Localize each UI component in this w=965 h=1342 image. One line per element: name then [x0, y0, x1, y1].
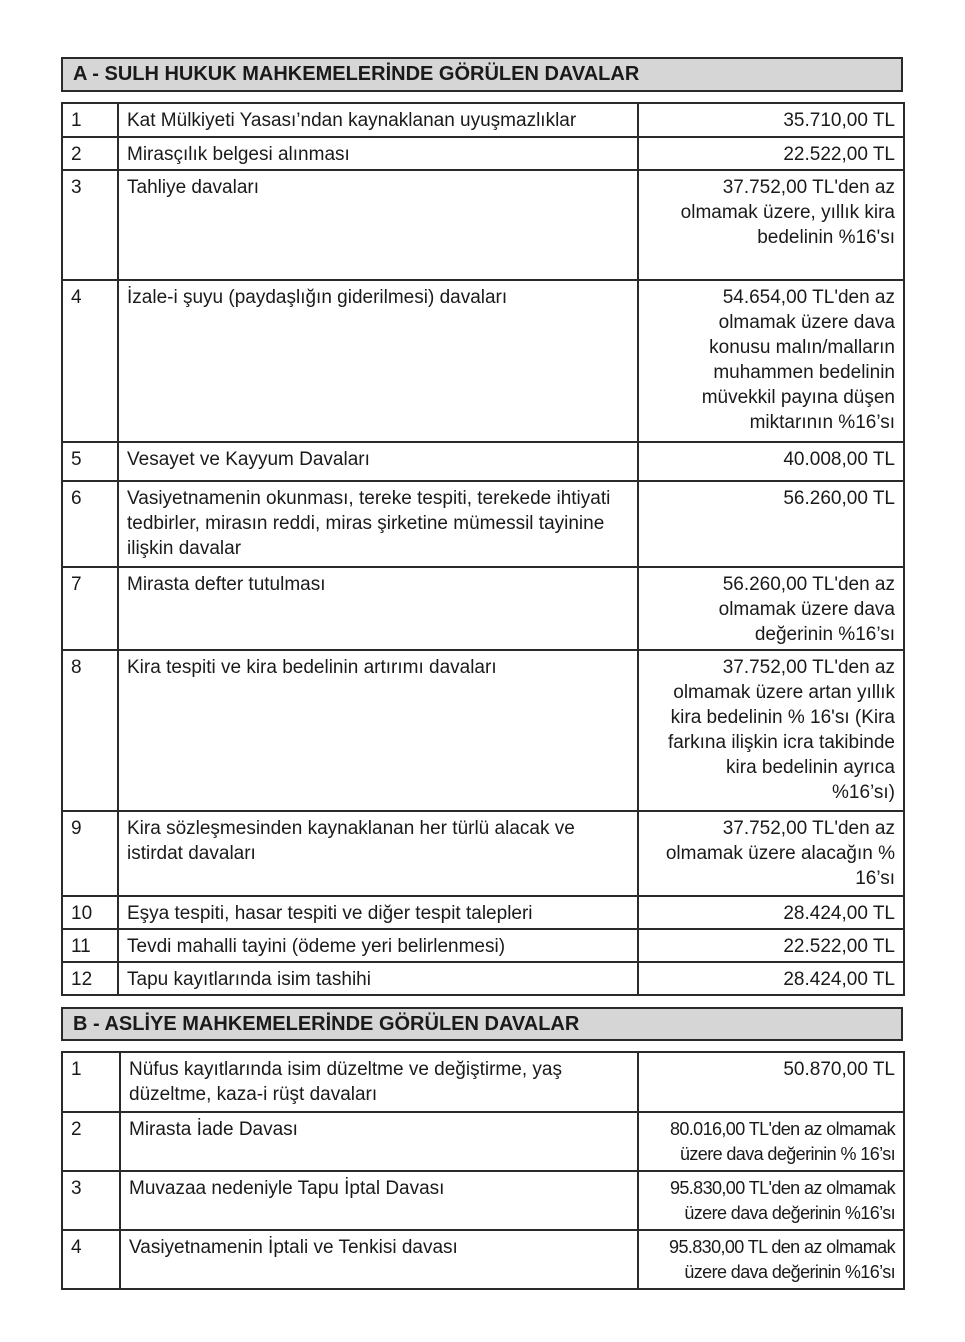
row-number: 7 [62, 567, 118, 650]
fee-line: 54.654,00 TL'den az [722, 287, 895, 308]
fee-line: olmamak üzere dava [718, 312, 895, 333]
case-description: Mirasta defter tutulması [118, 567, 638, 650]
fee-line: farkına ilişkin icra takibinde [667, 732, 895, 753]
fee-amount [638, 811, 904, 896]
fee-line: 37.752,00 TL'den az [722, 177, 895, 198]
table-row [62, 1112, 904, 1171]
case-description: Muvazaa nedeniyle Tapu İptal Davası [120, 1171, 638, 1230]
case-description: Tahliye davaları [118, 170, 638, 280]
row-number: 8 [62, 650, 118, 811]
fee-line: 37.752,00 TL'den az [722, 657, 895, 678]
fee-amount [638, 103, 904, 137]
section-a-header [61, 57, 903, 92]
section-b-header [61, 1007, 903, 1041]
case-description: Eşya tespiti, hasar tespiti ve diğer tespit talepleri [118, 896, 638, 929]
fee-line: olmamak üzere dava [718, 599, 895, 620]
table-row [62, 442, 904, 481]
fee-line: üzere dava değerinin %16’sı [684, 1262, 895, 1282]
case-description: Kira tespiti ve kira bedelinin artırımı davaları [118, 650, 638, 811]
table-row [62, 1052, 904, 1112]
fee-line: 50.870,00 TL [783, 1059, 895, 1080]
case-description: Mirasta İade Davası [120, 1112, 638, 1171]
table-row [62, 103, 904, 137]
row-number: 5 [62, 442, 118, 481]
row-number: 1 [62, 1052, 120, 1112]
table-row [62, 137, 904, 170]
fee-amount [638, 1112, 904, 1171]
row-number: 6 [62, 481, 118, 567]
fee-line: olmamak üzere artan yıllık [673, 682, 895, 703]
row-number: 9 [62, 811, 118, 896]
table-row [62, 929, 904, 962]
fee-line: kira bedelinin ayrıca [726, 757, 895, 778]
fee-amount [638, 896, 904, 929]
table-row [62, 481, 904, 567]
fee-line: kira bedelinin % 16'sı (Kira [670, 707, 895, 728]
table-row [62, 1230, 904, 1289]
row-number: 2 [62, 137, 118, 170]
fee-amount [638, 567, 904, 650]
fee-line: 22.522,00 TL [783, 936, 895, 957]
fee-line: bedelinin %16'sı [757, 227, 895, 248]
table-row [62, 170, 904, 280]
fee-line: miktarının %16’sı [749, 412, 895, 433]
fee-line: 56.260,00 TL'den az [722, 574, 895, 595]
section-b-title: B - ASLİYE MAHKEMELERİNDE GÖRÜLEN DAVALAR [73, 1012, 580, 1035]
case-description: Vesayet ve Kayyum Davaları [118, 442, 638, 481]
case-description: Tapu kayıtlarında isim tashihi [118, 962, 638, 995]
fee-line: 16’sı [855, 868, 895, 889]
table-row [62, 896, 904, 929]
fee-line: 95.830,00 TL'den az olmamak [669, 1178, 895, 1198]
fee-amount [638, 481, 904, 567]
fee-line: 95.830,00 TL den az olmamak [669, 1237, 895, 1257]
case-description: Vasiyetnamenin İptali ve Tenkisi davası [120, 1230, 638, 1289]
row-number: 10 [62, 896, 118, 929]
table-row [62, 650, 904, 811]
section-a-table [61, 102, 905, 996]
row-number: 4 [62, 1230, 120, 1289]
fee-line: konusu malın/malların [709, 337, 895, 358]
row-number: 3 [62, 1171, 120, 1230]
table-row [62, 1171, 904, 1230]
fee-line: 35.710,00 TL [783, 110, 895, 131]
fee-amount [638, 929, 904, 962]
case-description: Mirasçılık belgesi alınması [118, 137, 638, 170]
fee-line: olmamak üzere, yıllık kira [680, 202, 895, 223]
fee-amount [638, 170, 904, 280]
row-number: 1 [62, 103, 118, 137]
case-description: Tevdi mahalli tayini (ödeme yeri belirlenmesi) [118, 929, 638, 962]
fee-line: 22.522,00 TL [783, 144, 895, 165]
section-b-table [61, 1051, 905, 1290]
fee-line: müvekkil payına düşen [701, 387, 895, 408]
table-row [62, 280, 904, 442]
row-number: 4 [62, 280, 118, 442]
row-number: 11 [62, 929, 118, 962]
fee-line: 56.260,00 TL [783, 488, 895, 509]
fee-line: %16’sı) [831, 782, 895, 803]
case-description: Kira sözleşmesinden kaynaklanan her türlü alacak ve istirdat davaları [118, 811, 638, 896]
case-description: Kat Mülkiyeti Yasası’ndan kaynaklanan uyuşmazlıklar [118, 103, 638, 137]
fee-line: 37.752,00 TL'den az [722, 818, 895, 839]
table-row [62, 962, 904, 995]
fee-line: 80.016,00 TL'den az olmamak [669, 1119, 895, 1139]
case-description: İzale-i şuyu (paydaşlığın giderilmesi) davaları [118, 280, 638, 442]
row-number: 2 [62, 1112, 120, 1171]
case-description: Vasiyetnamenin okunması, tereke tespiti, terekede ihtiyati tedbirler, mirasın reddi, miras şirketine mümessil tayinine ilişkin davalar [118, 481, 638, 567]
table-row [62, 567, 904, 650]
fee-amount [638, 1052, 904, 1112]
fee-line: değerinin %16’sı [754, 624, 895, 645]
fee-amount [638, 442, 904, 481]
fee-line: üzere dava değerinin %16’sı [684, 1203, 895, 1223]
row-number: 12 [62, 962, 118, 995]
fee-line: 40.008,00 TL [783, 449, 895, 470]
fee-line: 28.424,00 TL [783, 903, 895, 924]
fee-amount [638, 1230, 904, 1289]
case-description: Nüfus kayıtlarında isim düzeltme ve değiştirme, yaş düzeltme, kaza-i rüşt davaları [120, 1052, 638, 1112]
fee-amount [638, 962, 904, 995]
fee-line: üzere dava değerinin % 16’sı [679, 1144, 895, 1164]
fee-line: olmamak üzere alacağın % [665, 843, 895, 864]
fee-amount [638, 1171, 904, 1230]
section-a-title: A - SULH HUKUK MAHKEMELERİNDE GÖRÜLEN DAVALAR [73, 63, 640, 85]
table-row [62, 811, 904, 896]
fee-amount [638, 137, 904, 170]
fee-line: 28.424,00 TL [783, 969, 895, 990]
fee-amount [638, 280, 904, 442]
fee-amount [638, 650, 904, 811]
fee-line: muhammen bedelinin [713, 362, 895, 383]
row-number: 3 [62, 170, 118, 280]
